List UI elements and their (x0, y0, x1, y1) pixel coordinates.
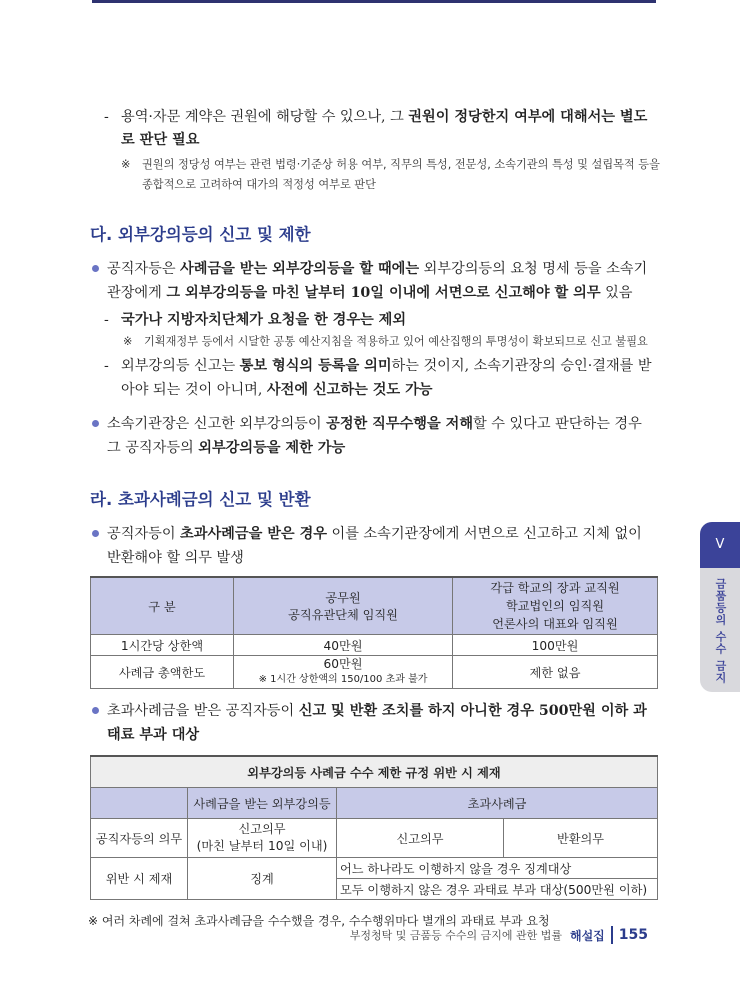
text: 있음 (600, 285, 633, 301)
text: 외부강의등의 요청 명세 등을 소속기관장에게 (107, 261, 648, 301)
top-rule (92, 0, 656, 3)
bold-text: 사전에 신고하는 것도 가능 (266, 382, 433, 398)
table-row (91, 656, 658, 689)
table-row (91, 819, 658, 858)
cell: 모두 이행하지 않은 경우 과태료 부과 대상(500만원 이하) (337, 879, 658, 900)
table-row (91, 858, 658, 879)
dash-item-exception (104, 309, 660, 332)
text: 소속기관장은 신고한 외부강의등이 (107, 416, 327, 432)
chapter-side-tab[interactable] (700, 522, 740, 692)
cell: 징계 (188, 858, 337, 900)
page-number: 155 (618, 927, 648, 943)
cell-value: 60만원 (323, 657, 363, 671)
bold-text: 국가나 지방자치단체가 요청을 한 경우는 제외 (121, 312, 407, 328)
text: 공직자등이 (107, 526, 181, 542)
table-header-row (91, 788, 658, 819)
dash-bold-text: 권원이 정당한지 여부에 대해서는 별도로 판단 필요 (121, 109, 648, 148)
bold-text: 사례금을 받는 외부강의등을 할 때에는 (180, 261, 420, 277)
note-text: 기획재정부 등에서 시달한 공통 예산지침을 적용하고 있어 예산집행의 투명성이 확보되므로 신고 불필요 (144, 335, 648, 348)
chapter-title: 금품등의 수수 금지 (714, 578, 727, 684)
note-mark: ※ (123, 335, 133, 348)
bullet-report-obligation (90, 257, 660, 305)
bullet-restriction (90, 412, 660, 460)
bullet-dot (92, 707, 99, 714)
bullet-penalty (90, 699, 660, 747)
chapter-number: V (700, 522, 740, 568)
note-legitimacy (121, 155, 660, 195)
cell: 신고의무 (337, 819, 504, 858)
bullet-dot (92, 420, 99, 427)
section-heading-e: 라. 초과사례금의 신고 및 반환 (90, 490, 311, 509)
cell (234, 656, 453, 689)
text: 공직자등은 (107, 261, 181, 277)
bullet-excess-fee (90, 522, 660, 570)
text: 초과사례금을 받은 공직자등이 (107, 703, 299, 719)
cell: 40만원 (234, 635, 453, 656)
text: 할 수 있다고 판단하는 경우 그 공직자등의 (107, 416, 642, 456)
footer-book-title: 부정청탁 및 금품등 수수의 금지에 관한 법률 (349, 929, 562, 942)
header-category: 구 분 (91, 577, 234, 635)
cell: 제한 없음 (453, 656, 658, 689)
bold-text: 통보 형식의 등록을 의미 (239, 358, 392, 374)
note-mark: ※ (121, 158, 131, 171)
row-label: 위반 시 제재 (91, 858, 188, 900)
bold-text: 외부강의등을 제한 가능 (198, 440, 346, 456)
cell: 어느 하나라도 이행하지 않을 경우 징계대상 (337, 858, 658, 879)
header-school-press: 각급 학교의 장과 교직원 학교법인의 임직원 언론사의 대표와 임직원 (453, 577, 658, 635)
bold-text: 그 외부강의등을 마친 날부터 10일 이내에 서면으로 신고해야 할 의무 (166, 285, 601, 301)
table-title-row (91, 756, 658, 788)
cell: 반환의무 (504, 819, 658, 858)
page-footer (350, 926, 648, 944)
row-label: 공직자등의 의무 (91, 819, 188, 858)
header-excess: 초과사례금 (337, 788, 658, 819)
dash-item-service-contract (104, 106, 660, 152)
note-budget (123, 332, 660, 352)
bullet-dot (92, 530, 99, 537)
text: 하는 것이지, 소속기관장의 승인·결재를 받아야 되는 것이 아니며, (121, 358, 652, 398)
row-label: 1시간당 상한액 (91, 635, 234, 656)
dash-item-registration (104, 354, 660, 402)
page-content (90, 106, 660, 929)
header-blank (91, 788, 188, 819)
footer-label: 해설집 (569, 928, 605, 943)
footnote: ※ 여러 차례에 걸쳐 초과사례금을 수수했을 경우, 수수행위마다 별개의 과태료 부과 요청 (88, 914, 550, 928)
row-label: 사례금 총액한도 (91, 656, 234, 689)
text: 이를 소속기관장에게 서면으로 신고하고 지체 없이 반환해야 할 의무 발생 (107, 526, 642, 566)
bold-text: 신고 및 반환 조치를 하지 아니한 경우 500만원 이하 과태료 부과 대상 (107, 703, 647, 743)
table-header-row (91, 577, 658, 635)
dash-text: 용역·자문 계약은 권원에 해당할 수 있으나, 그 (121, 109, 409, 125)
header-lecture: 사례금을 받는 외부강의등 (188, 788, 337, 819)
fee-limit-table (90, 576, 658, 689)
sanction-table (90, 755, 658, 900)
bold-text: 초과사례금을 받은 경우 (180, 526, 327, 542)
cell: 신고의무 (마친 날부터 10일 이내) (188, 819, 337, 858)
section-heading-d: 다. 외부강의등의 신고 및 제한 (90, 225, 311, 244)
bullet-dot (92, 265, 99, 272)
header-public-officials: 공무원 공직유관단체 임직원 (234, 577, 453, 635)
cell-note: ※ 1시간 상한액의 150/100 초과 불가 (258, 674, 428, 685)
bold-text: 공정한 직무수행을 저해 (326, 416, 474, 432)
text: 외부강의등 신고는 (121, 358, 240, 374)
footer-divider (611, 926, 613, 944)
table-title: 외부강의등 사례금 수수 제한 규정 위반 시 제재 (91, 756, 658, 788)
table-row (91, 635, 658, 656)
note-text: 권원의 정당성 여부는 관련 법령·기준상 허용 여부, 직무의 특성, 전문성, 소속기관의 특성 및 설립목적 등을 종합적으로 고려하여 대가의 적정성 여부로 판단 (142, 158, 660, 191)
cell: 100만원 (453, 635, 658, 656)
